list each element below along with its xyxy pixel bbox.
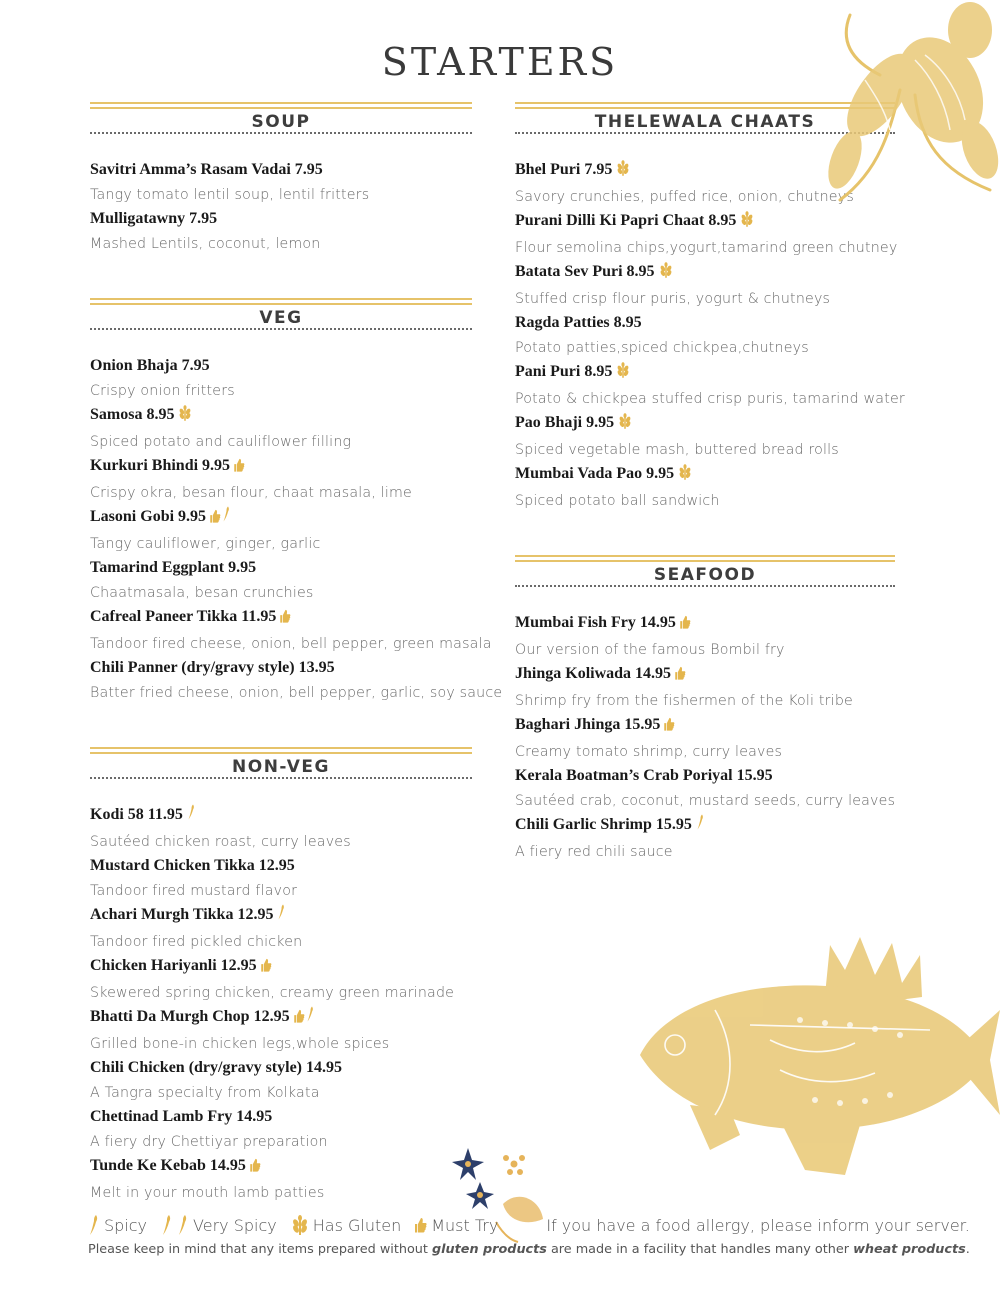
wheat-icon: [616, 160, 630, 185]
menu-items: [90, 336, 503, 705]
dotted-divider: [90, 777, 472, 779]
item-name-text: Mumbai Fish Fry 14.95: [515, 614, 676, 631]
item-name: [90, 1154, 472, 1181]
menu-items: [90, 140, 472, 256]
menu-item: [90, 158, 472, 207]
menu-item: [90, 605, 492, 656]
legend-gluten: Has Gluten: [291, 1215, 402, 1235]
menu-item: [90, 1154, 472, 1205]
menu-items: [90, 785, 472, 1205]
page-title: STARTERS: [381, 40, 619, 84]
item-name-text: Chicken Hariyanli 12.95: [90, 957, 257, 974]
chili-icon: [177, 1214, 189, 1236]
menu-item: [515, 713, 895, 764]
item-name-text: Savitri Amma’s Rasam Vadai 7.95: [90, 161, 323, 178]
item-description: A fiery red chili sauce: [515, 843, 673, 860]
chili-icon: [306, 1005, 315, 1032]
section-title: SOUP: [251, 112, 311, 132]
item-description: Crispy okra, besan flour, chaat masala, lime: [90, 484, 412, 501]
item-description: Tangy tomato lentil soup, lentil fritters: [90, 186, 370, 203]
section-header: [90, 98, 472, 140]
item-name: [90, 605, 472, 632]
menu-item: [515, 662, 895, 713]
section-non-veg: [90, 743, 472, 1205]
section-header: [90, 294, 472, 336]
gold-divider: [90, 298, 472, 305]
thumbs-up-icon: [415, 1217, 427, 1233]
thumbs-up-icon: [294, 1007, 305, 1032]
item-name-text: Mumbai Vada Pao 9.95: [515, 465, 675, 482]
menu-item: [90, 803, 472, 854]
item-name-text: Tunde Ke Kebab 14.95: [90, 1157, 246, 1174]
thumbs-up-icon: [234, 456, 245, 481]
menu-item: [515, 611, 895, 662]
item-name: [90, 207, 472, 232]
menu-item: [515, 462, 895, 513]
legend-spicy: Spicy: [88, 1214, 147, 1236]
section-veg: [90, 294, 503, 705]
item-name-text: Chili Panner (dry/gravy style) 13.95: [90, 659, 335, 676]
section-title: NON-VEG: [232, 757, 330, 777]
item-name: [515, 713, 895, 740]
item-description: Shrimp fry from the fishermen of the Koli tribe: [515, 692, 853, 709]
item-name-text: Pao Bhaji 9.95: [515, 414, 615, 431]
item-name: [90, 1056, 472, 1081]
item-description: Batter fried cheese, onion, bell pepper, garlic, soy sauce: [90, 684, 503, 701]
chili-icon: [187, 803, 196, 830]
item-description: Grilled bone-in chicken legs,whole spices: [90, 1035, 390, 1052]
item-description: Our version of the famous Bombil fry: [515, 641, 785, 658]
item-name-text: Lasoni Gobi 9.95: [90, 508, 207, 525]
item-name-text: Baghari Jhinga 15.95: [515, 716, 661, 733]
dotted-divider: [515, 585, 895, 587]
menu-items: [515, 593, 895, 864]
item-description: Melt in your mouth lamb patties: [90, 1184, 325, 1201]
item-name: [515, 411, 895, 438]
thumbs-up-icon: [680, 613, 691, 638]
fish-illustration: [630, 925, 1000, 1195]
menu-item: [515, 813, 895, 864]
item-description: Tangy cauliflower, ginger, garlic: [90, 535, 321, 552]
menu-item: [515, 209, 898, 260]
item-name: [515, 611, 895, 638]
item-name: [515, 209, 895, 236]
item-name: [515, 662, 895, 689]
section-title: THELEWALA CHAATS: [594, 112, 816, 132]
item-name-text: Tamarind Eggplant 9.95: [90, 559, 257, 576]
item-name: [515, 764, 895, 789]
item-name: [515, 311, 895, 336]
item-description: Spiced vegetable mash, buttered bread rolls: [515, 441, 839, 458]
item-name-text: Mulligatawny 7.95: [90, 210, 218, 227]
item-name-text: Batata Sev Puri 8.95: [515, 263, 655, 280]
wheat-icon: [178, 405, 192, 430]
menu-item: [90, 854, 472, 903]
item-name: [90, 803, 472, 830]
item-description: Chaatmasala, besan crunchies: [90, 584, 314, 601]
chili-icon: [88, 1214, 100, 1236]
footer: [88, 1214, 970, 1257]
legend: [88, 1214, 970, 1236]
wheat-icon: [616, 362, 630, 387]
menu-item: [90, 656, 503, 705]
item-name: [90, 403, 472, 430]
chili-icon: [222, 505, 231, 532]
thumbs-up-icon: [280, 607, 291, 632]
item-name: [90, 1005, 472, 1032]
wheat-icon: [740, 211, 754, 236]
item-name-text: Onion Bhaja 7.95: [90, 357, 210, 374]
item-description: Flour semolina chips,yogurt,tamarind green chutney: [515, 239, 898, 256]
menu-item: [515, 311, 895, 360]
item-description: Tandoor fired mustard flavor: [90, 882, 298, 899]
section-gap: [90, 705, 472, 743]
thumbs-up-icon: [210, 507, 221, 532]
chili-icon: [161, 1214, 173, 1236]
menu-item: [90, 207, 472, 256]
item-name-text: Pani Puri 8.95: [515, 363, 613, 380]
menu-item: [90, 903, 472, 954]
item-name: [515, 360, 895, 387]
item-name-text: Jhinga Koliwada 14.95: [515, 665, 672, 682]
item-description: Spiced potato ball sandwich: [515, 492, 720, 509]
item-name: [90, 954, 472, 981]
item-description: Sautéed crab, coconut, mustard seeds, curry leaves: [515, 792, 896, 809]
item-name-text: Chili Garlic Shrimp 15.95: [515, 816, 692, 833]
dotted-divider: [90, 132, 472, 134]
item-description: Sautéed chicken roast, curry leaves: [90, 833, 351, 850]
item-name-text: Mustard Chicken Tikka 12.95: [90, 857, 295, 874]
item-description: Tandoor fired pickled chicken: [90, 933, 303, 950]
section-gap: [90, 256, 472, 294]
thumbs-up-icon: [261, 956, 272, 981]
item-name-text: Chettinad Lamb Fry 14.95: [90, 1108, 273, 1125]
item-description: Savory crunchies, puffed rice, onion, chutneys: [515, 188, 854, 205]
item-name-text: Kerala Boatman’s Crab Poriyal 15.95: [515, 767, 773, 784]
item-name: [90, 454, 472, 481]
item-description: Skewered spring chicken, creamy green marinade: [90, 984, 455, 1001]
legend-very-spicy: Very Spicy: [161, 1214, 277, 1236]
section-gap: [515, 513, 895, 551]
section-title: SEAFOOD: [653, 565, 757, 585]
item-description: A Tangra specialty from Kolkata: [90, 1084, 320, 1101]
item-description: A fiery dry Chettiyar preparation: [90, 1133, 328, 1150]
item-name: [90, 158, 472, 183]
item-name-text: Samosa 8.95: [90, 406, 175, 423]
gluten-note: Please keep in mind that any items prepared without gluten products are made in a facility that handles many other wheat products.: [88, 1242, 970, 1257]
menu-item: [90, 1105, 472, 1154]
item-name-text: Chili Chicken (dry/gravy style) 14.95: [90, 1059, 342, 1076]
section-header: [515, 551, 895, 593]
menu-item: [90, 505, 472, 556]
menu-item: [90, 1056, 472, 1105]
item-name: [90, 903, 472, 930]
chili-icon: [696, 813, 705, 840]
wheat-icon: [678, 464, 692, 489]
right-column: [515, 98, 905, 864]
gold-divider: [515, 555, 895, 562]
thumbs-up-icon: [250, 1156, 261, 1181]
item-name: [515, 813, 895, 840]
menu-item: [90, 556, 472, 605]
menu-item: [515, 411, 895, 462]
item-name-text: Achari Murgh Tikka 12.95: [90, 906, 274, 923]
item-name-text: Cafreal Paneer Tikka 11.95: [90, 608, 277, 625]
left-column: [90, 98, 503, 1205]
item-name: [90, 1105, 472, 1130]
item-description: Potato patties,spiced chickpea,chutneys: [515, 339, 809, 356]
item-name-text: Bhel Puri 7.95: [515, 161, 613, 178]
gold-divider: [90, 102, 472, 109]
menu-item: [90, 354, 472, 403]
menu-item: [515, 360, 905, 411]
item-name: [90, 656, 472, 681]
legend-must-try: Must Try: [415, 1216, 498, 1235]
menu-item: [90, 454, 472, 505]
item-name-text: Purani Dilli Ki Papri Chaat 8.95: [515, 212, 737, 229]
allergy-notice: If you have a food allergy, please inform your server.: [546, 1215, 970, 1235]
item-name: [90, 556, 472, 581]
item-description: Tandoor fired cheese, onion, bell pepper, green masala: [90, 635, 492, 652]
item-description: Creamy tomato shrimp, curry leaves: [515, 743, 783, 760]
thumbs-up-icon: [664, 715, 675, 740]
dotted-divider: [90, 328, 472, 330]
menu-item: [90, 954, 472, 1005]
item-description: Mashed Lentils, coconut, lemon: [90, 235, 321, 252]
menu-item: [90, 403, 472, 454]
item-description: Crispy onion fritters: [90, 382, 235, 399]
thumbs-up-icon: [675, 664, 686, 689]
section-seafood: [515, 551, 895, 864]
wheat-icon: [659, 262, 673, 287]
menu-item: [515, 764, 895, 813]
section-title: VEG: [259, 308, 303, 328]
gold-divider: [90, 747, 472, 754]
item-name-text: Kodi 58 11.95: [90, 806, 183, 823]
item-name: [90, 505, 472, 532]
menu-item: [90, 1005, 472, 1056]
menu-item: [515, 260, 895, 311]
section-header: [90, 743, 472, 785]
chili-icon: [277, 903, 286, 930]
lobster-illustration: [820, 0, 1000, 210]
item-description: Stuffed crisp flour puris, yogurt & chutneys: [515, 290, 831, 307]
wheat-icon: [618, 413, 632, 438]
wheat-icon: [291, 1215, 309, 1235]
item-name: [515, 462, 895, 489]
section-soup: [90, 98, 472, 256]
item-description: Potato & chickpea stuffed crisp puris, tamarind water: [515, 390, 905, 407]
item-name: [515, 260, 895, 287]
item-name-text: Bhatti Da Murgh Chop 12.95: [90, 1008, 290, 1025]
item-name-text: Kurkuri Bhindi 9.95: [90, 457, 231, 474]
item-name-text: Ragda Patties 8.95: [515, 314, 642, 331]
item-name: [90, 354, 472, 379]
item-name: [90, 854, 472, 879]
item-description: Spiced potato and cauliflower filling: [90, 433, 352, 450]
